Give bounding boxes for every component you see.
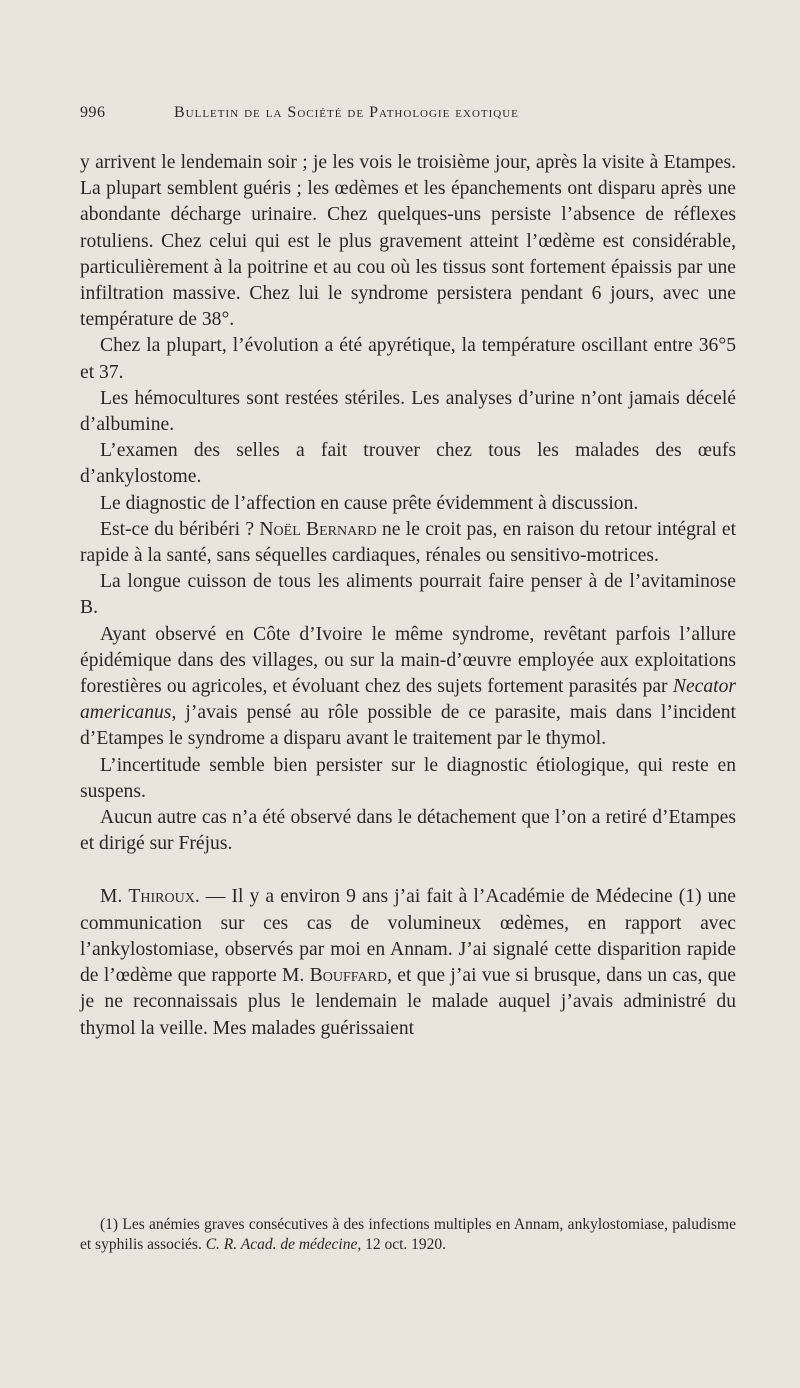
paragraph bbox=[80, 386, 736, 438]
page-number: 996 bbox=[80, 104, 106, 121]
running-title: Bulletin de la Société de Pathologie exotique bbox=[174, 104, 519, 121]
paragraph bbox=[80, 438, 736, 490]
text-run: 12 oct. 1920. bbox=[361, 1236, 447, 1253]
text-run: Aucun autre cas n’a été observé dans le détachement que l’on a retiré d’Etampes et dirigé sur Fréjus. bbox=[80, 807, 736, 855]
text-run: Chez la plupart, l’évolution a été apyrétique, la température oscillant entre 36°5 et 37. bbox=[80, 335, 736, 383]
footnote bbox=[80, 1215, 736, 1255]
text-run: La longue cuisson de tous les aliments pourrait faire penser à de l’avitaminose B. bbox=[80, 571, 736, 619]
paragraph bbox=[80, 569, 736, 621]
text-run: . — Il y a environ 9 ans j’ai fait à l’Académie de Médecine (1) une communication sur ces cas de volumineux œdèmes, en rapport avec l’ankylostomiase, observés par moi en Annam. J’ai signalé cette disparition rapide de l’œdème que rapporte M. bbox=[80, 886, 736, 987]
text-run: M. bbox=[100, 886, 129, 908]
small-caps-name: Bouffard bbox=[309, 965, 388, 987]
text-run: ne le croit pas, en raison du retour intégral et rapide à la santé, sans séquelles cardiaques, rénales ou sensitivo-motrices. bbox=[80, 518, 737, 567]
paragraph bbox=[80, 333, 736, 385]
paragraph bbox=[80, 150, 736, 333]
small-caps-name: Noël Bernard bbox=[259, 518, 377, 540]
text-run: , et que j’ai vue si brusque, dans un cas, que je ne reconnaissais plus le lendemain le malade auquel j’avais administré du thymol la veille. Mes malades guérissaient bbox=[80, 965, 736, 1039]
paragraph bbox=[80, 491, 736, 517]
text-run: Le diagnostic de l’affection en cause prête évidemment à discussion. bbox=[100, 492, 639, 514]
body-text bbox=[80, 150, 736, 1042]
italic-text: Necator americanus bbox=[80, 676, 736, 724]
paragraph bbox=[80, 517, 736, 569]
text-run: Est-ce du béribéri ? bbox=[100, 518, 260, 540]
footnote-text bbox=[80, 1215, 736, 1255]
text-run: y arrivent le lendemain soir ; je les vois le troisième jour, après la visite à Etampes. La plupart semblent guéris ; les œdèmes et les épanchements ont disparu après une abondante décharge urinaire. Chez quelques-uns persiste l’absence de réflexes rotuliens. Chez celui qui est le plus gravement atteint l’œdème est considérable, particulièrement à la poitrine et au cou où les tissus sont fortement épaissis par une infiltration massive. Chez lui le syndrome persistera pendant 6 jours, avec une température de 38°. bbox=[80, 152, 736, 331]
page-header bbox=[80, 104, 740, 128]
text-run: Les hémocultures sont restées stériles. Les analyses d’urine n’ont jamais décelé d’albumine. bbox=[80, 387, 736, 436]
text-run: Ayant observé en Côte d’Ivoire le même syndrome, revêtant parfois l’allure épidémique dans des villages, ou sur la main-d’œuvre employée aux exploitations forestières ou agricoles, et évoluant chez des sujets fortement parasités par bbox=[80, 623, 736, 698]
text-run: , j’avais pensé au rôle possible de ce parasite, mais dans l’incident d’Etampes le syndrome a disparu avant le traitement par le thymol. bbox=[80, 702, 736, 750]
paragraph bbox=[80, 884, 736, 1041]
text-run: L’incertitude semble bien persister sur le diagnostic étiologique, qui reste en suspens. bbox=[80, 754, 736, 802]
text-run: (1) Les anémies graves consécutives à des infections multiples en Annam, ankylostomiase, paludisme et syphilis associés. bbox=[80, 1216, 736, 1253]
paragraph bbox=[80, 805, 736, 857]
paragraph bbox=[80, 753, 736, 805]
small-caps-name: Thiroux bbox=[128, 886, 195, 908]
italic-text: C. R. Acad. de médecine, bbox=[205, 1236, 362, 1253]
paragraph bbox=[80, 622, 736, 753]
text-run: L’examen des selles a fait trouver chez tous les malades des œufs d’ankylostome. bbox=[80, 440, 736, 488]
